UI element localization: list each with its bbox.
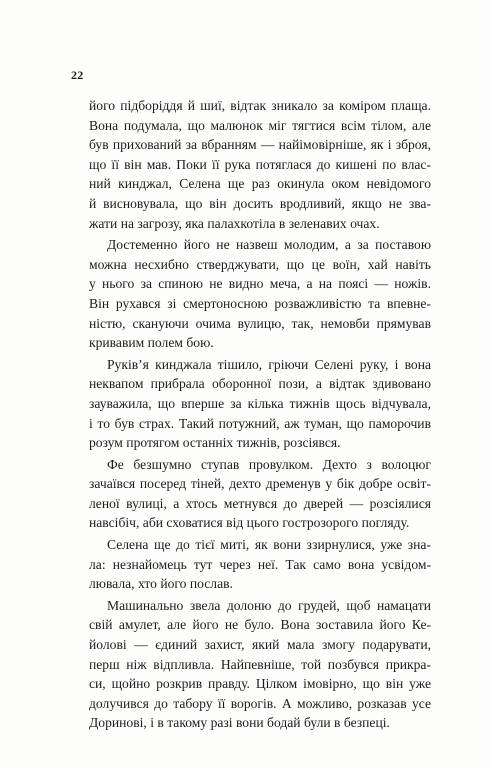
text-line: Достеменно його не назвеш молодим, а за поставою [107,237,431,253]
text-line: жати на загрозу, яка палахкотіла в зеленавих очах. [89,215,380,231]
text-line: його підборіддя й шиї, відтак зникало за коміром плаща. [89,98,431,113]
text-line: Доринові, і в такому разі вони бодай були в безпеці. [89,715,390,731]
paragraph [89,535,431,594]
paragraph [89,455,431,533]
text-line: зачаївся посеред тіней, дехто дременув у бік добре освіт- [89,476,431,492]
text-line: Фе безшумно ступав провулком. Дехто з волоцюг [107,456,431,472]
text-line: лювала, хто його послав. [89,576,233,592]
text-line: Руків’я кинджала тішило, гріючи Селені руку, і вона [107,356,431,372]
text-line: у нього за спиною не видно меча, а на поясі — ножів. [89,276,431,292]
text-line: зауважила, що вперше за кілька тижнів щось відчувала, [89,395,431,411]
text-line: розум протягом останніх тижнів, розсіявся. [89,435,341,451]
paragraph [89,355,431,453]
paragraph [89,96,431,233]
text-line: перш ніж відпливла. Найпевніше, той позбувся прикра- [89,656,431,672]
text-line: ністю, скануючи очима вулицю, так, немовби прямував [89,315,431,331]
text-line: навсібіч, аби сховатися від цього гострозорого погляду. [89,515,410,531]
text-line: ний кинджал, Селена ще раз окинула оком невідомого [89,176,431,192]
text-line: Селена ще до тієї миті, як вони ззирнулися, уже зна- [107,537,431,553]
text-line: Машинально звела долоню до грудей, щоб намацати [107,597,431,613]
text-line: Вона подумала, що малюнок міг тягтися всім тілом, але [89,117,431,133]
text-line: що її він мав. Поки її рука потяглася до кишені по влас- [89,156,431,172]
text-line: леної вулиці, а хтось метнувся до дверей — розсіялися [89,495,431,511]
text-line: неквапом прибрала оборонної пози, а відтак здивовано [89,376,431,392]
text-line: Він рухався зі смертоносною розважливістю та впевне- [89,295,431,311]
text-line: і то був страх. Такий потужний, аж туман, що паморочив [89,415,431,431]
text-line: кривавим полем бою. [89,335,214,351]
text-line: й висновувала, що він досить вродливий, якщо не зва- [89,195,431,211]
paragraph [89,596,431,733]
body-text [89,96,431,735]
text-line: долучився до табору її ворогів. А можливо, розказав усе [89,695,431,711]
page-number: 22 [71,68,84,82]
text-line: ла: незнайомець тут через неї. Так само вона усвідом- [89,556,431,572]
text-line: свій амулет, але його не було. Вона зоставила його Ке- [89,617,431,633]
text-line: можна несхибно стверджувати, що це воїн, хай навіть [89,256,431,272]
text-line: йолові — єдиний захист, який мала змогу подарувати, [89,637,431,653]
text-line: був прихований за вбранням — найімовірніше, як і зброя, [89,137,431,153]
text-line: си, щойно розкрив правду. Цілком імовірно, що він уже [89,676,431,692]
paragraph [89,235,431,353]
